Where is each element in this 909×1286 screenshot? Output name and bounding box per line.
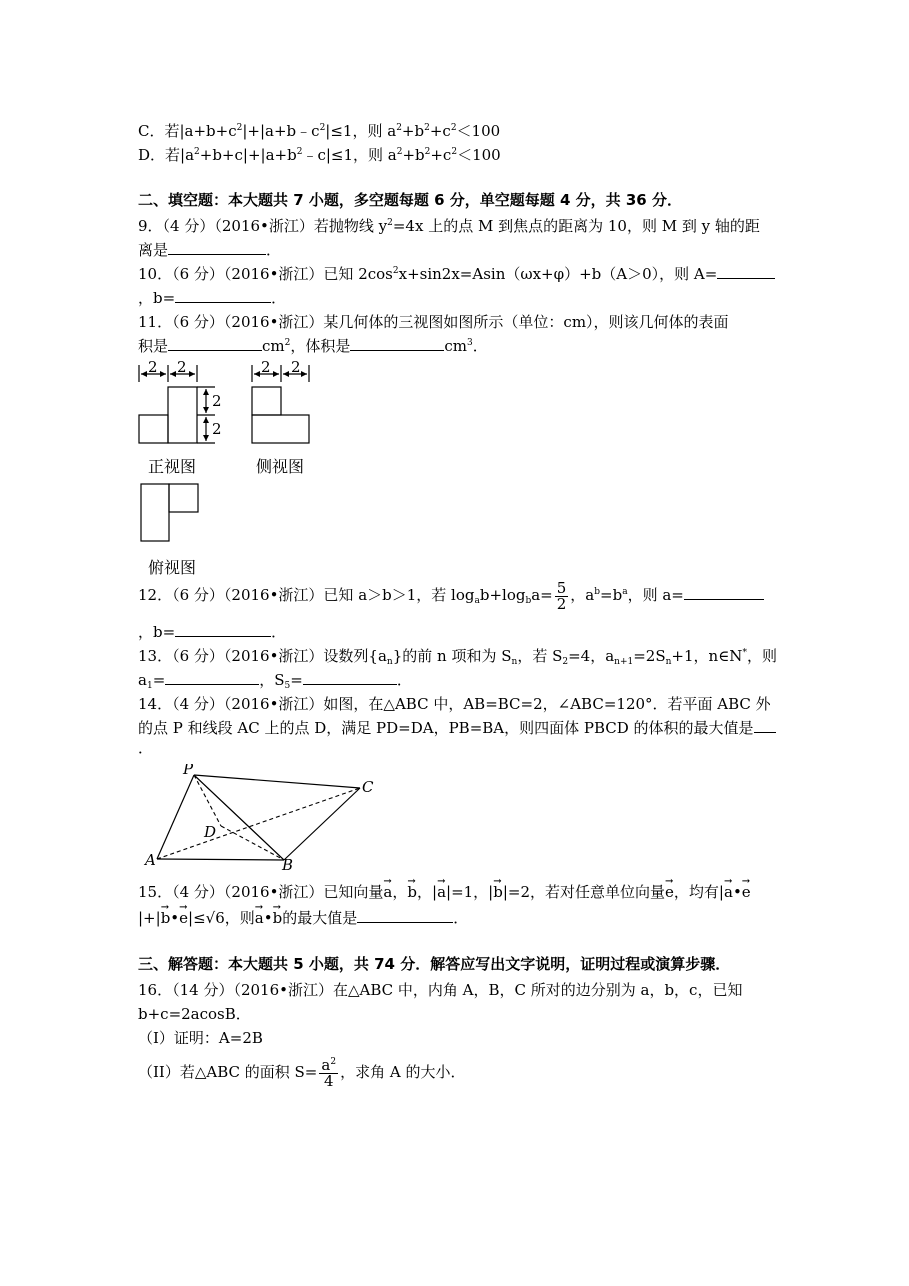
vertex-b-label: B — [282, 856, 294, 874]
dim-label: 2 — [212, 392, 222, 410]
q14-line1: 14．（4 分）（2016•浙江）如图，在△ABC 中，AB=BC=2，∠ABC=120°．若平面 ABC 外 — [138, 695, 771, 713]
vertex-c-label: C — [362, 778, 374, 796]
q16-line1: 16．（14 分）（2016•浙江）在△ABC 中，内角 A，B，C 所对的边分别为 a，b，c，已知 — [138, 981, 743, 999]
q13-line1: 13．（6 分）（2016•浙江）设数列$\{a_n\}$的前 n 项和为 $S_n$，若 $S_2=4$，$a_{n+1}=2S_n+1$，n∈N*，则 — [138, 647, 777, 667]
option-d: D．若$|a^2+b+c|+|a+b^2﹣c|\le 1$，则 $a^2+b^2+c^2<100$ — [138, 146, 501, 164]
section-2-title: 二、填空题：本大题共 7 小题，多空题每题 6 分，单空题每题 4 分，共 36 分． — [138, 191, 682, 209]
section-3-title: 三、解答题：本大题共 5 小题，共 74 分．解答应写出文字说明，证明过程或演算步骤． — [138, 955, 731, 973]
top-view-left — [141, 484, 169, 541]
q10-line1: 10．（6 分）（2016•浙江）已知 $2\cos^2x+\sin 2x=Asin(\omega x+\varphi)+b(A>0)$，则 A= — [138, 264, 775, 284]
vertex-a-label: A — [145, 851, 156, 869]
fraction: $\frac{a^2}{4}$ — [321, 1055, 337, 1090]
answer-blank[interactable] — [165, 670, 259, 685]
answer-blank[interactable] — [303, 670, 397, 685]
vertex-p-label: P — [183, 764, 194, 778]
front-view-label: 正视图 — [148, 457, 197, 476]
q11-line2: 积是 $cm^2$，体积是 $cm^3$． — [138, 337, 488, 355]
answer-blank[interactable] — [357, 908, 453, 923]
q15-line2: |+|→ b•→ e|≤√6，则→ a•→ b的最大值是 ． — [138, 908, 468, 928]
q16-part1: （I）证明：A=2B — [138, 1029, 263, 1047]
q13-line2: $a_1=$ ，$S_5=$ ． — [138, 671, 412, 691]
vertex-d-label: D — [204, 823, 217, 841]
q16-part2: （II）若△ABC 的面积 S= $\frac{a^2}{4}$ ，求角 A 的大小． — [138, 1055, 466, 1090]
answer-blank[interactable] — [175, 288, 271, 303]
answer-blank[interactable] — [717, 264, 775, 279]
dim-label: 2 — [148, 360, 158, 376]
q15-line1: 15．（4 分）（2016•浙江）已知向量→ a，→ b，|→ a|=1，|→ b|=2，若对任意单位向量→ e，均有|→ a•→ e — [138, 882, 751, 902]
q12-line2: ，b= ． — [138, 623, 287, 641]
q16-line2: b+c=2acosB． — [138, 1005, 251, 1023]
dim-label: 2 — [177, 360, 187, 376]
dim-label: 2 — [261, 360, 271, 376]
answer-blank[interactable] — [175, 622, 271, 637]
side-view-top — [252, 387, 281, 415]
q9-line1: 9．（4 分）（2016•浙江）若抛物线 $y^2=4x$ 上的点 M 到焦点的距离为 10，则 M 到 y 轴的距 — [138, 217, 760, 235]
q9-line2: 离是 ． — [138, 241, 282, 259]
q10-line2: ，b= ． — [138, 289, 287, 307]
answer-blank[interactable] — [350, 336, 444, 351]
tetrahedron-figure — [0, 764, 909, 874]
answer-blank[interactable] — [754, 718, 776, 733]
three-view-figure — [0, 360, 909, 590]
top-view-label: 俯视图 — [148, 558, 197, 577]
option-c: C．若$|a+b+c^2|+|a+b﹣c^2|\le 1$，则 $a^2+b^2+c^2<100$ — [138, 122, 501, 140]
dim-label: 2 — [291, 360, 301, 376]
q14-line2: 的点 P 和线段 AC 上的点 D，满足 PD=DA，PB=BA，则四面体 PBCD 的体积的最大值是 — [138, 718, 776, 738]
top-view-right — [169, 484, 198, 512]
front-view-tower — [168, 387, 197, 443]
answer-blank[interactable] — [168, 240, 266, 255]
front-view-lower — [139, 415, 168, 443]
answer-blank[interactable] — [168, 336, 262, 351]
fraction: $\frac{5}{2}$ — [556, 578, 567, 613]
q12-line1: 12．（6 分）（2016•浙江）已知 a＞b＞1，若 $\log_ab+\log_ba=$ $\frac{5}{2}$ ，$a^b=b^a$，则 a= — [138, 580, 764, 612]
q14-line3: ． — [138, 739, 154, 757]
side-view-bottom — [252, 415, 309, 443]
side-view-label: 侧视图 — [256, 457, 305, 476]
dim-label: 2 — [212, 420, 222, 438]
q11-line1: 11．（6 分）（2016•浙江）某几何体的三视图如图所示（单位：cm），则该几何体的表面 — [138, 313, 729, 331]
answer-blank[interactable] — [684, 585, 764, 600]
